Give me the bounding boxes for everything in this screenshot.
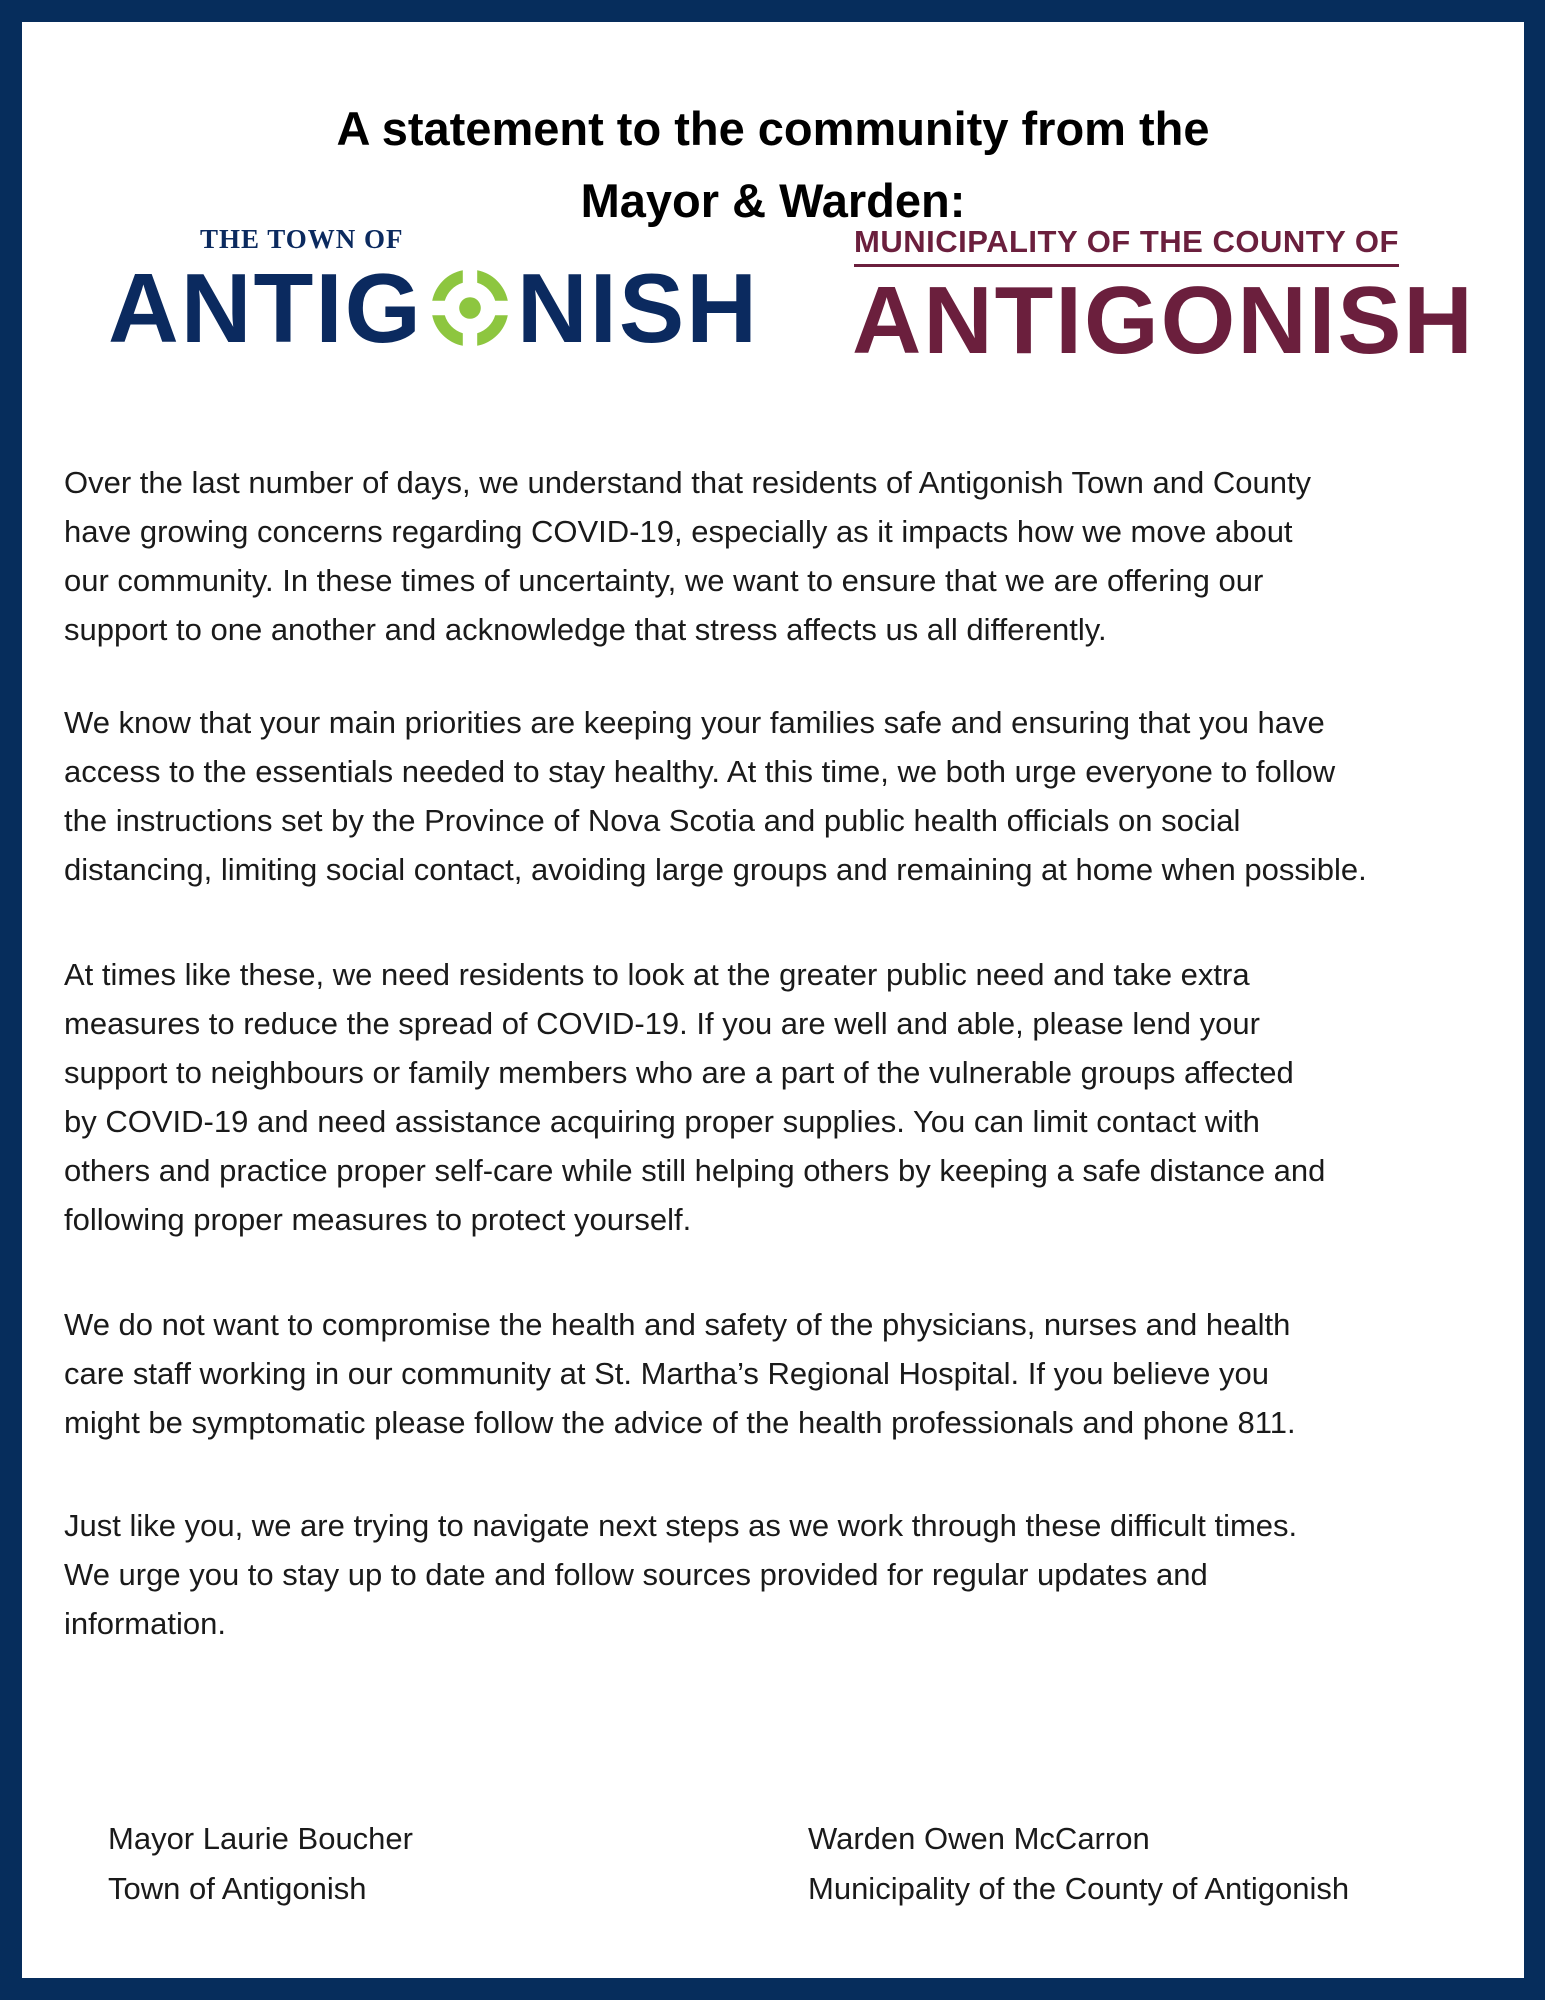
warden-signature-block (808, 1814, 1349, 1914)
town-of-antigonish-logo (108, 222, 778, 372)
mayor-signature-block (108, 1814, 413, 1914)
statement-body (64, 458, 1504, 1648)
title-line-1: A statement to the community from the (336, 102, 1210, 156)
paragraph-5: Just like you, we are trying to navigate next steps as we work through these difficult times. We urge you to stay up to date and follow sources provided for regular updates and information. (64, 1508, 1298, 1641)
county-logo-small-text: MUNICIPALITY OF THE COUNTY OF (854, 224, 1399, 267)
mayor-name: Mayor Laurie Boucher (108, 1821, 413, 1856)
paragraph-1: Over the last number of days, we understand that residents of Antigonish Town and County have growing concerns regarding COVID-19, especially as it impacts how we move about our community. In these times of uncertainty, we want to ensure that we are offering our support to one another and acknowledge that stress affects us all differently. (64, 465, 1312, 647)
target-ring-icon (425, 263, 515, 353)
mayor-organization: Town of Antigonish (108, 1871, 367, 1906)
statement-page (22, 22, 1524, 1978)
warden-organization: Municipality of the County of Antigonish (808, 1871, 1350, 1906)
paragraph-2: We know that your main priorities are keeping your families safe and ensuring that you have access to the essentials needed to stay healthy. At this time, we both urge everyone to follow the instructions set by the Province of Nova Scotia and public health officials on social distancing, limiting social contact, avoiding large groups and remaining at home when possible. (64, 705, 1367, 887)
paragraph-3: At times like these, we need residents to look at the greater public need and take extra measures to reduce the spread of COVID-19. If you are well and able, please lend your support to neighbours or family members who are a part of the vulnerable groups affected by COVID-19 and need assistance acquiring proper supplies. You can limit contact with others and practice proper self-care while still helping others by keeping a safe distance and following proper measures to protect yourself. (64, 957, 1326, 1237)
town-logo-text-right: NISH (516, 252, 760, 363)
paragraph-4: We do not want to compromise the health and safety of the physicians, nurses and health care staff working in our community at St. Martha’s Regional Hospital. If you believe you might be symptomatic please follow the advice of the health professionals and phone 811. (64, 1307, 1296, 1440)
warden-name: Warden Owen McCarron (808, 1821, 1150, 1856)
town-logo-small-text: THE TOWN OF (200, 224, 404, 254)
town-logo-text-left: ANTIG (108, 252, 423, 363)
town-logo-wordmark (108, 252, 760, 363)
county-of-antigonish-logo (852, 222, 1475, 374)
page-title (22, 93, 1524, 237)
title-line-2: Mayor & Warden: (580, 174, 966, 228)
county-logo-wordmark: ANTIGONISH (852, 267, 1475, 374)
